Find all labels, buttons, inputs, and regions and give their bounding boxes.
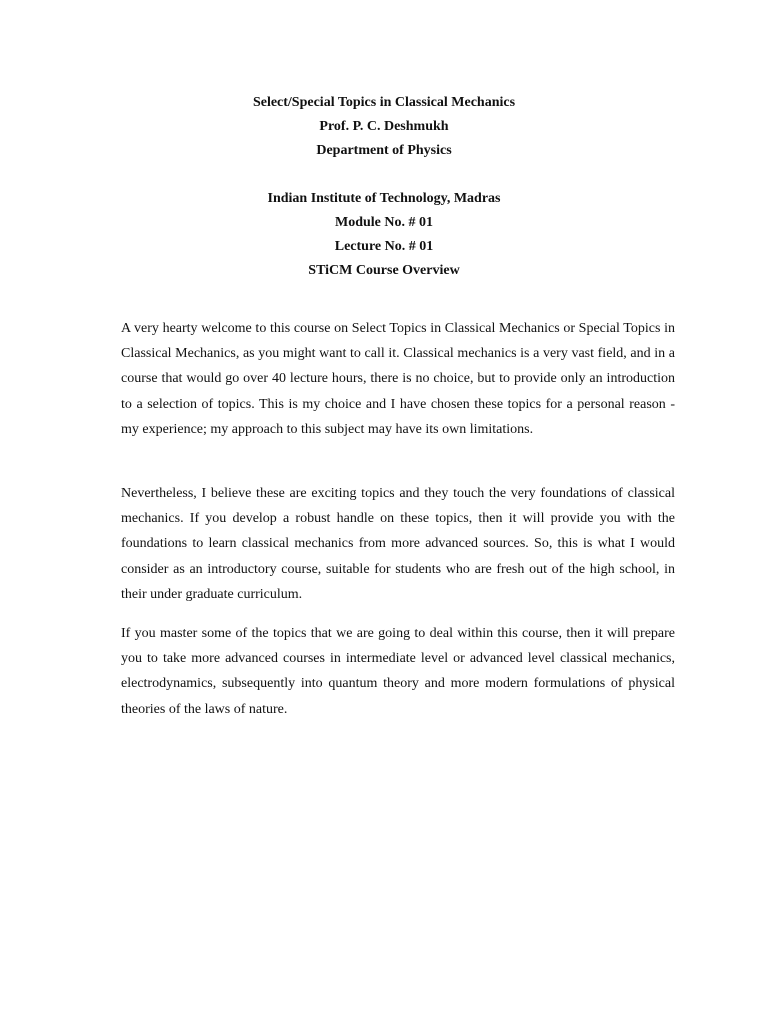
module-number: Module No. # 01 [335,215,433,230]
paragraph-welcome: A very hearty welcome to this course on Select Topics in Classical Mechanics or Special Topics in Classical Mechanics, as you might want to call it. Classical mechanics is a very vast field, and in a course that would go over 40 lecture hours, there is no choice, but to provide only an introduction to a selection of topics. This is my choice and I have chosen these topics for a personal reason - my experience; my approach to this subject may have its own limitations. [121,321,675,437]
professor-name: Prof. P. C. Deshmukh [319,119,449,134]
paragraph-advanced-courses: If you master some of the topics that we are going to deal within this course, then it will prepare you to take more advanced courses in intermediate level or advanced level classical mechanics, electrodynamics, subsequently into quantum theory and more modern formulations of physical theories of the laws of nature. [121,626,675,717]
course-header [0,91,768,163]
institute-name: Indian Institute of Technology, Madras [267,191,501,206]
lecture-header [0,187,768,283]
lecture-title: STiCM Course Overview [308,263,460,278]
paragraph-foundations: Nevertheless, I believe these are exciting topics and they touch the very foundations of classical mechanics. If you develop a robust handle on these topics, then it will provide you with the foundations to learn classical mechanics from more advanced sources. So, this is what I would consider as an introductory course, suitable for students who are fresh out of the high school, in their under graduate curriculum. [121,486,675,602]
department-name: Department of Physics [316,143,452,158]
lecture-number: Lecture No. # 01 [334,239,434,254]
course-title: Select/Special Topics in Classical Mechanics [252,95,516,110]
